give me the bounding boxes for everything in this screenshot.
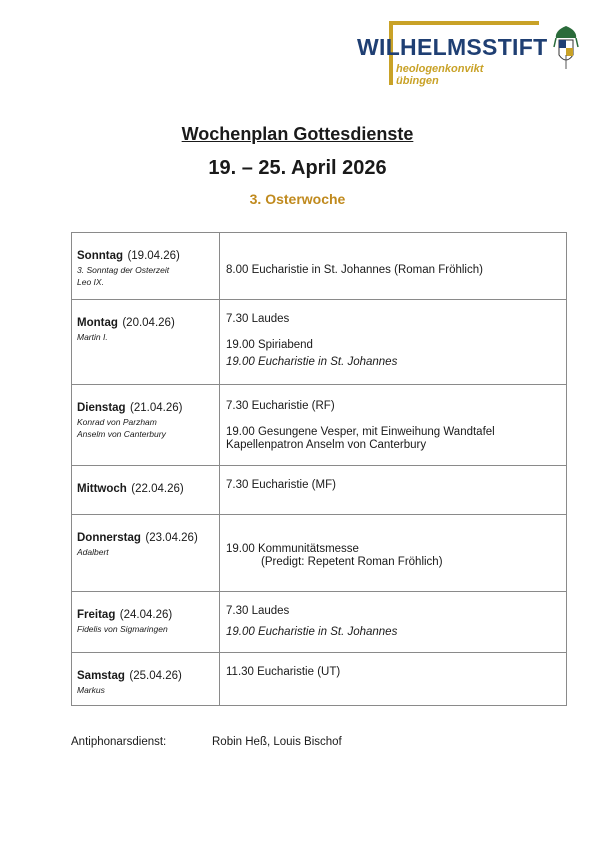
date-range: 19. – 25. April 2026 <box>208 157 387 179</box>
day-cell <box>72 466 220 514</box>
day-cell <box>72 592 220 652</box>
page-title: Wochenplan Gottesdienste <box>181 124 414 144</box>
event-entry: (Predigt: Repetent Roman Fröhlich) <box>261 556 443 568</box>
table-row <box>72 300 566 385</box>
table-row <box>72 233 566 300</box>
event-entry: 7.30 Eucharistie (RF) <box>226 400 335 412</box>
logo-subtitle-line1: heologenkonvikt <box>396 63 484 75</box>
saint-of-day: Fidelis von Sigmaringen <box>77 624 168 634</box>
coat-of-arms-icon <box>553 25 579 71</box>
day-cell <box>72 385 220 465</box>
events-cell <box>220 515 566 591</box>
day-cell <box>72 515 220 591</box>
event-entry: 19.00 Gesungene Vesper, mit Einweihung Wandtafel <box>226 426 495 438</box>
event-entry: 7.30 Laudes <box>226 605 290 617</box>
table-row <box>72 653 566 705</box>
day-date: (22.04.26) <box>131 483 184 495</box>
event-entry: 19.00 Spiriabend <box>226 339 313 351</box>
saint-of-day: Adalbert <box>77 547 109 557</box>
saint-of-day: Anselm von Canterbury <box>77 429 166 439</box>
day-name: Samstag <box>77 670 125 682</box>
events-cell <box>220 385 566 465</box>
event-entry: 19.00 Eucharistie in St. Johannes <box>226 626 398 638</box>
day-date: (20.04.26) <box>122 317 175 329</box>
event-entry: 19.00 Kommunitätsmesse <box>226 543 359 555</box>
schedule-table <box>71 232 567 706</box>
day-name: Sonntag <box>77 250 123 262</box>
event-entry: 11.30 Eucharistie (UT) <box>226 666 341 678</box>
saint-of-day: Martin I. <box>77 332 108 342</box>
antiphonary-duty-label: Antiphonarsdienst: <box>71 736 167 748</box>
logo-horizontal-bar <box>389 21 539 25</box>
event-entry: 8.00 Eucharistie in St. Johannes (Roman Fröhlich) <box>226 264 483 276</box>
day-name: Donnerstag <box>77 532 141 544</box>
day-cell <box>72 233 220 299</box>
event-entry: Kapellenpatron Anselm von Canterbury <box>226 439 427 451</box>
institution-logo <box>353 19 583 91</box>
events-cell <box>220 233 566 299</box>
saint-of-day: Markus <box>77 685 105 695</box>
day-cell <box>72 300 220 384</box>
event-entry: 7.30 Eucharistie (MF) <box>226 479 336 491</box>
table-row <box>72 515 566 592</box>
events-cell <box>220 466 566 514</box>
day-date: (21.04.26) <box>130 402 183 414</box>
day-date: (25.04.26) <box>129 670 182 682</box>
logo-subtitle-line2: übingen <box>396 75 439 87</box>
event-entry: 19.00 Eucharistie in St. Johannes <box>226 356 398 368</box>
event-entry: 7.30 Laudes <box>226 313 290 325</box>
day-name: Dienstag <box>77 402 126 414</box>
events-cell <box>220 300 566 384</box>
saint-of-day: Konrad von Parzham <box>77 417 157 427</box>
liturgical-week: 3. Osterwoche <box>249 191 346 207</box>
saint-of-day: Leo IX. <box>77 277 104 287</box>
table-row <box>72 466 566 515</box>
day-name: Montag <box>77 317 118 329</box>
day-name: Freitag <box>77 609 116 621</box>
events-cell <box>220 592 566 652</box>
day-date: (24.04.26) <box>119 609 173 621</box>
day-name: Mittwoch <box>77 483 127 495</box>
day-date: (19.04.26) <box>127 250 180 262</box>
logo-wordmark: WILHELMSSTIFT <box>357 34 548 60</box>
antiphonary-duty-names: Robin Heß, Louis Bischof <box>212 736 342 748</box>
day-date: (23.04.26) <box>145 532 198 544</box>
table-row <box>72 592 566 653</box>
table-row <box>72 385 566 466</box>
day-cell <box>72 653 220 705</box>
events-cell <box>220 653 566 705</box>
saint-of-day: 3. Sonntag der Osterzeit <box>77 265 170 275</box>
